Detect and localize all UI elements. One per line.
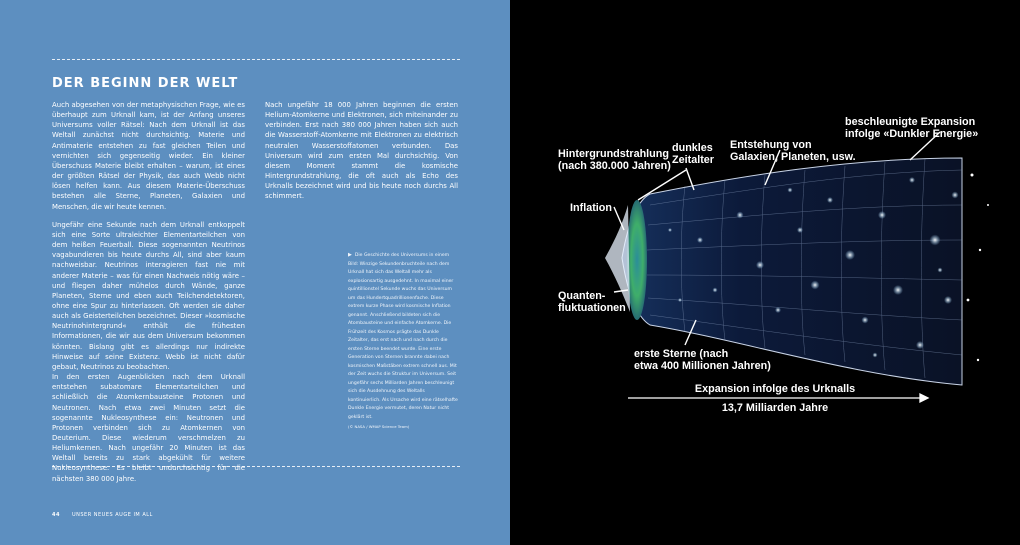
text-column-1: [52, 100, 245, 492]
label-erste-sterne: [634, 348, 771, 372]
label-quantenfluktuationen: [558, 290, 626, 314]
text-column-2: [265, 100, 458, 210]
label-line: Galaxien, Planeten, usw.: [730, 151, 856, 163]
label-expansion-urknall: Expansion infolge des Urknalls: [694, 383, 856, 395]
caption-arrow-icon: ▶: [348, 252, 352, 258]
paragraph: In den ersten Augenblicken nach dem Urknall entstehen subatomare Elementarteilchen und schließlich die Atomkernbausteine Protonen und Neutronen. Nach etwa zwei Minuten setzt die sogenannte Nukleosynthese ein: Neutronen und Protonen verbinden sich zu Atomkernen von Deuterium. Diese wiederum verschmelzen zu Heliumkernen. Nach ungefähr 20 Minuten ist das Weltall bereits zu stark abgekühlt für weitere Nukleosynthese. Es bleibt undurchsichtig für die nächsten 380 000 Jahre.: [52, 373, 245, 483]
label-beschleunigte-expansion: [845, 116, 978, 140]
paragraph: Nach ungefähr 18 000 Jahren beginnen die ersten Helium-Atomkerne und Elektronen, sich miteinander zu verbinden. Erst nach 380 000 Jahren haben sich auch die Wasserstoff-Atomkerne mit Elektronen zu elektrisch neutralen Wasserstoffatomen verbunden. Das Universum wird zum ersten Mal durchsichtig. Von diesem Moment stammt die kosmische Hintergrundstrahlung, die oft auch als Echo des Urknalls bezeichnet wird und bis heute noch durchs All schimmert.: [265, 101, 458, 201]
outside-stars: [967, 174, 989, 362]
label-line: Zeitalter: [672, 154, 715, 166]
label-line: etwa 400 Millionen Jahren): [634, 360, 771, 372]
label-line: (nach 380.000 Jahren): [558, 160, 671, 172]
caption-text: Die Geschichte des Universums in einem Bild: Winzige Sekundenbruchteile nach dem Urknall hat sich das Weltall mehr als explosionsartig ausgedehnt. In maximal einer quintillionstel Sekunde wuchs das Universum um das Hundertquadrillionenfache. Diese extrem kurze Phase wird kosmische Inflation genannt. Anschließend bildeten sich die Atombausteine und einfache Atomkerne. Die Frühzeit des Kosmos prägte das Dunkle Zeitalter, das erst nach und nach durch die ersten Sterne beendet wurde. Eine erste Generation von Sternen brannte dabei nach kosmischen Maßstäben extrem schnell aus. Mit der Zeit wuchs die Struktur im Universum. Seit ungefähr sechs Milliarden Jahren beschleunigt sich die Ausdehnung des Weltalls kontinuierlich. Als Ursache wird eine rätselhafte Dunkle Energie vermutet, deren Natur nicht geklärt ist.: [348, 253, 458, 420]
label-line: beschleunigte Expansion: [845, 116, 976, 128]
cmb-disc: [627, 200, 647, 320]
label-line: Quanten-: [558, 290, 606, 302]
label-line: dunkles: [672, 142, 713, 154]
figure-caption: [348, 251, 458, 432]
image-credit: (© NASA / WMAP Science Team): [348, 424, 410, 429]
paragraph: Auch abgesehen von der metaphysischen Frage, wie es überhaupt zum Urknall kam, ist der Anfang unseres Universums voller Rätsel: Nach dem Urknall ist das Weltall zunächst nicht durchsichtig. Materie und Antimaterie entstehen zu fast gleichen Teilen und vernichten sich gegenseitig wieder. Ein kleiner Überschuss Materie bleibt erhalten – warum, ist eines der größten Rätsel der Physik, das auch Webb nicht lösen helfen kann. Aus diesem Materie-Überschuss bestehen alle Sterne, Planeten, Galaxien und Menschen, die wir heute kennen.: [52, 101, 245, 211]
label-line: Entstehung von: [730, 139, 812, 151]
label-dunkles-zeitalter: [672, 142, 714, 166]
running-head: UNSER NEUES AUGE IM ALL: [71, 512, 153, 518]
universe-timeline-diagram: [510, 0, 1020, 545]
page-footer: [52, 512, 153, 518]
label-line: Hintergrundstrahlung: [558, 148, 669, 160]
page-title: DER BEGINN DER WELT: [52, 76, 239, 91]
page-number: 44: [52, 512, 60, 518]
right-page-figure: [510, 0, 1020, 545]
top-dashed-rule: [52, 59, 460, 60]
label-line: infolge «Dunkler Energie»: [845, 128, 979, 140]
label-age: 13,7 Milliarden Jahre: [721, 402, 829, 414]
paragraph: Ungefähr eine Sekunde nach dem Urknall entkoppelt sich eine Sorte ultraleichter Elementarteilchen von dem heißen Feuerball. Diese sogenannten Neutrinos vagabundieren bis heute durchs All, sind aber kaum nachweisbar. Neutrinos interagieren fast nie mit anderer Materie – was für einen Nachweis nötig wäre – und fliegen daher mühelos durch Wände, ganze Planeten, Sterne und eben auch Teilchendetektoren, ohne eine Spur zu hinterlassen. Oft werden sie daher auch als Geisterteilchen bezeichnet. Dieser »kosmische Neutrinohintergrund« enthält die frühesten Informationen, die wir aus dem Universum bekommen könnten. Bislang gibt es allerdings nur indirekte Hinweise auf seine Existenz. Webb ist nicht dafür gebaut, Neutrinos zu beobachten.: [52, 220, 245, 371]
age-arrow: [628, 394, 928, 402]
label-entstehung: [730, 139, 856, 163]
bottom-dashed-rule: [52, 466, 460, 467]
label-line: erste Sterne (nach: [634, 348, 729, 360]
label-hintergrundstrahlung: [558, 148, 671, 172]
label-line: fluktuationen: [558, 302, 626, 314]
label-inflation: Inflation: [570, 202, 612, 214]
